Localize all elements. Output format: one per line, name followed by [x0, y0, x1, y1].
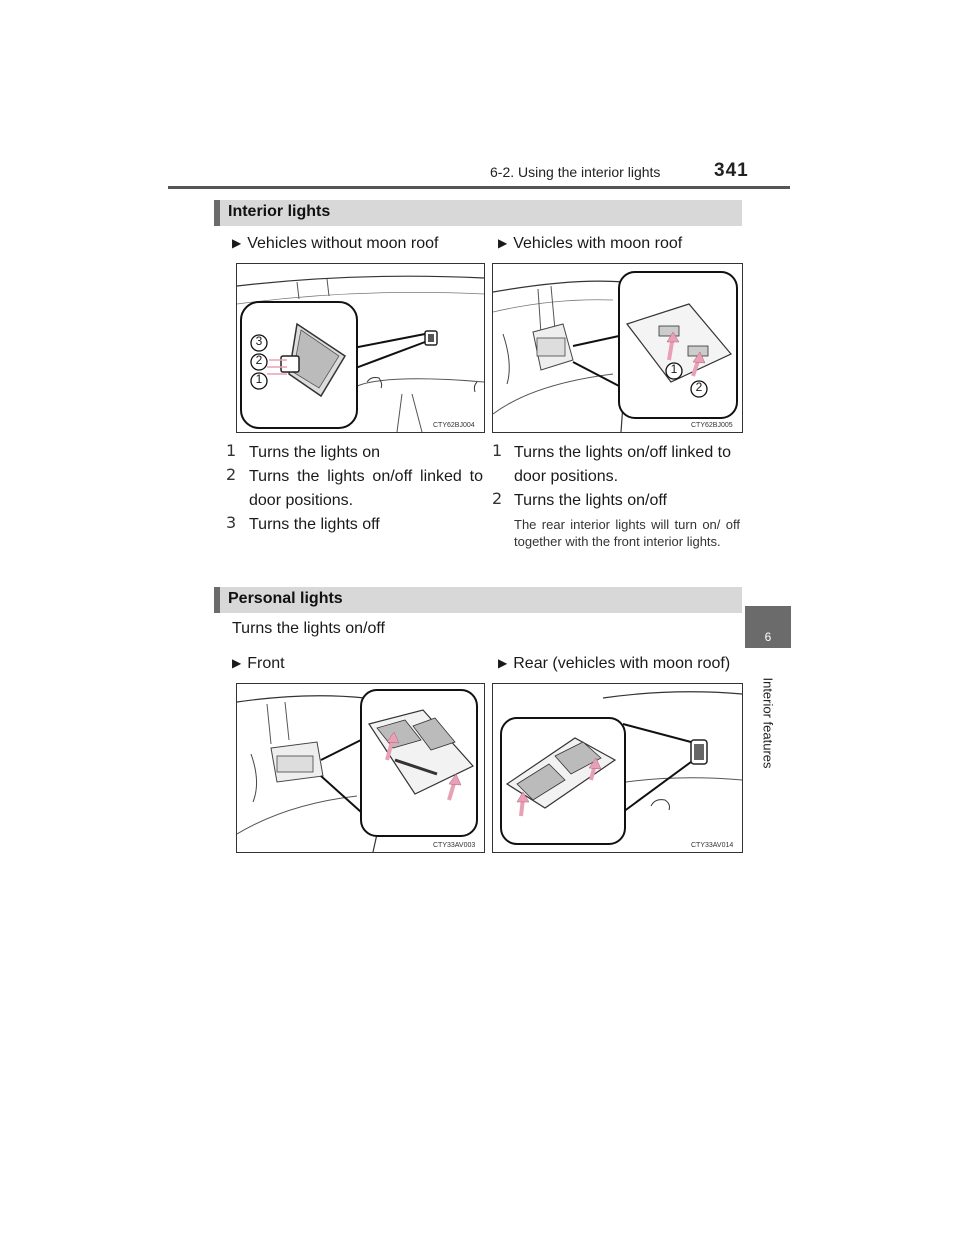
step-number: 3 — [226, 513, 237, 532]
callout-1: 1 — [670, 362, 678, 376]
page-number: 341 — [714, 160, 749, 181]
heading-bar — [214, 587, 220, 613]
triangle-bullet-icon: ▶ — [232, 656, 242, 670]
step-text: Turns the lights on/off linked to door positions. — [249, 468, 483, 509]
personal-lights-heading-text: Personal lights — [228, 590, 343, 607]
section-title: 6-2. Using the interior lights — [490, 164, 661, 180]
heading-bar — [214, 200, 220, 226]
interior-light-moon-roof-illustration — [493, 264, 742, 432]
figure-without-moon-roof — [236, 263, 485, 433]
triangle-bullet-icon: ▶ — [232, 236, 242, 250]
callout-2: 2 — [695, 380, 703, 394]
step-number: 1 — [492, 441, 503, 460]
label-without-moon-roof-text: Vehicles without moon roof — [247, 235, 439, 252]
label-front — [232, 651, 285, 676]
figure-code: CTY62BJ005 — [691, 422, 733, 429]
figure-with-moon-roof — [492, 263, 743, 433]
figure-rear-personal-lights — [492, 683, 743, 853]
interior-light-illustration — [237, 264, 484, 432]
chapter-number: 6 — [764, 630, 772, 644]
step-text: Turns the lights on/off linked to door positions. — [514, 444, 732, 485]
label-with-moon-roof-text: Vehicles with moon roof — [513, 235, 683, 252]
personal-lights-intro: Turns the lights on/off — [232, 620, 385, 637]
label-with-moon-roof — [498, 231, 682, 256]
figure-front-personal-lights — [236, 683, 485, 853]
figure-code: CTY62BJ004 — [433, 422, 475, 429]
front-personal-light-illustration — [237, 684, 484, 852]
personal-lights-heading — [214, 587, 742, 613]
chapter-label: Interior features — [760, 677, 776, 769]
interior-lights-heading-text: Interior lights — [228, 203, 331, 220]
interior-lights-heading — [214, 200, 742, 226]
note-text: The rear interior lights will turn on/ off together with the front interior lights. — [514, 517, 740, 549]
label-front-text: Front — [247, 655, 285, 672]
label-rear-text: Rear (vehicles with moon roof) — [513, 655, 731, 672]
label-rear — [498, 651, 730, 676]
step-text: Turns the lights on — [249, 444, 381, 461]
header-rule — [168, 186, 790, 189]
figure-code: CTY33AV003 — [433, 842, 476, 849]
callout-1: 1 — [255, 372, 263, 386]
callout-3: 3 — [255, 334, 263, 348]
rear-personal-light-illustration — [493, 684, 742, 852]
step-text: Turns the lights on/off — [514, 492, 667, 509]
step-number: 2 — [492, 489, 503, 508]
label-without-moon-roof — [232, 231, 438, 256]
step-number: 1 — [226, 441, 237, 460]
figure-code: CTY33AV014 — [691, 842, 734, 849]
step-text: Turns the lights off — [249, 516, 380, 533]
callout-2: 2 — [255, 353, 263, 367]
step-number: 2 — [226, 465, 237, 484]
triangle-bullet-icon: ▶ — [498, 656, 508, 670]
triangle-bullet-icon: ▶ — [498, 236, 508, 250]
chapter-label-box — [745, 648, 791, 798]
